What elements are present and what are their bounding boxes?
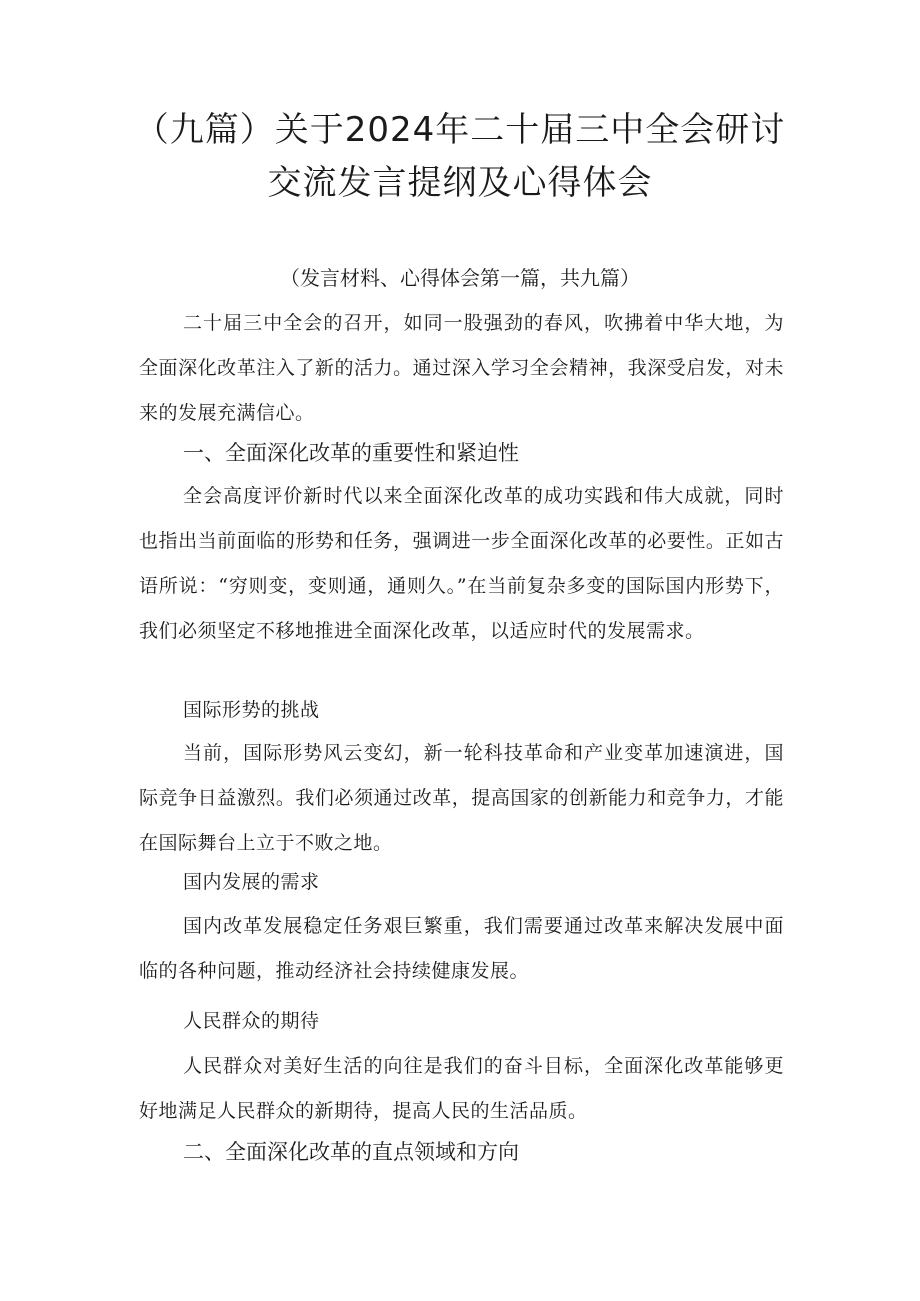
subsection-people-paragraph: 人民群众对美好生活的向往是我们的奋斗目标，全面深化改革能够更好地满足人民群众的新期待，提高人民的生活品质。	[139, 1055, 784, 1122]
subsection-people-heading: 人民群众的期待	[183, 1010, 320, 1032]
subsection-domestic-paragraph: 国内改革发展稳定任务艰巨繁重，我们需要通过改革来解决发展中面临的各种问题，推动经济社会持续健康发展。	[139, 915, 784, 982]
subsection-international-paragraph: 当前，国际形势风云变幻，新一轮科技革命和产业变革加速演进，国际竞争日益激烈。我们必须通过改革，提高国家的创新能力和竞争力，才能在国际舞台上立于不败之地。	[139, 742, 784, 854]
document-subtitle: （发言材料、心得体会第一篇，共九篇）	[280, 266, 640, 290]
subsection-international-heading: 国际形势的挑战	[183, 699, 320, 721]
intro-paragraph: 二十届三中全会的召开，如同一股强劲的春风，吹拂着中华大地，为全面深化改革注入了新的活力。通过深入学习全会精神，我深受启发，对未来的发展充满信心。	[139, 312, 784, 424]
document-title-line-2: 交流发言提纲及心得体会	[267, 163, 653, 203]
section-2-heading: 二、全面深化改革的直点领域和方向	[183, 1140, 519, 1164]
document-title-line-1: （九篇）关于2024年二十届三中全会研讨	[134, 110, 786, 150]
section-1-heading: 一、全面深化改革的重要性和紧迫性	[183, 441, 519, 465]
section-1-paragraph: 全会高度评价新时代以来全面深化改革的成功实践和伟大成就，同时也指出当前面临的形势和任务，强调进一步全面深化改革的必要性。正如古语所说：“穷则变，变则通，通则久。”在当前复杂多变的国际国内形势下，我们必须坚定不移地推进全面深化改革，以适应时代的发展需求。	[139, 485, 784, 642]
subsection-domestic-heading: 国内发展的需求	[183, 871, 320, 893]
